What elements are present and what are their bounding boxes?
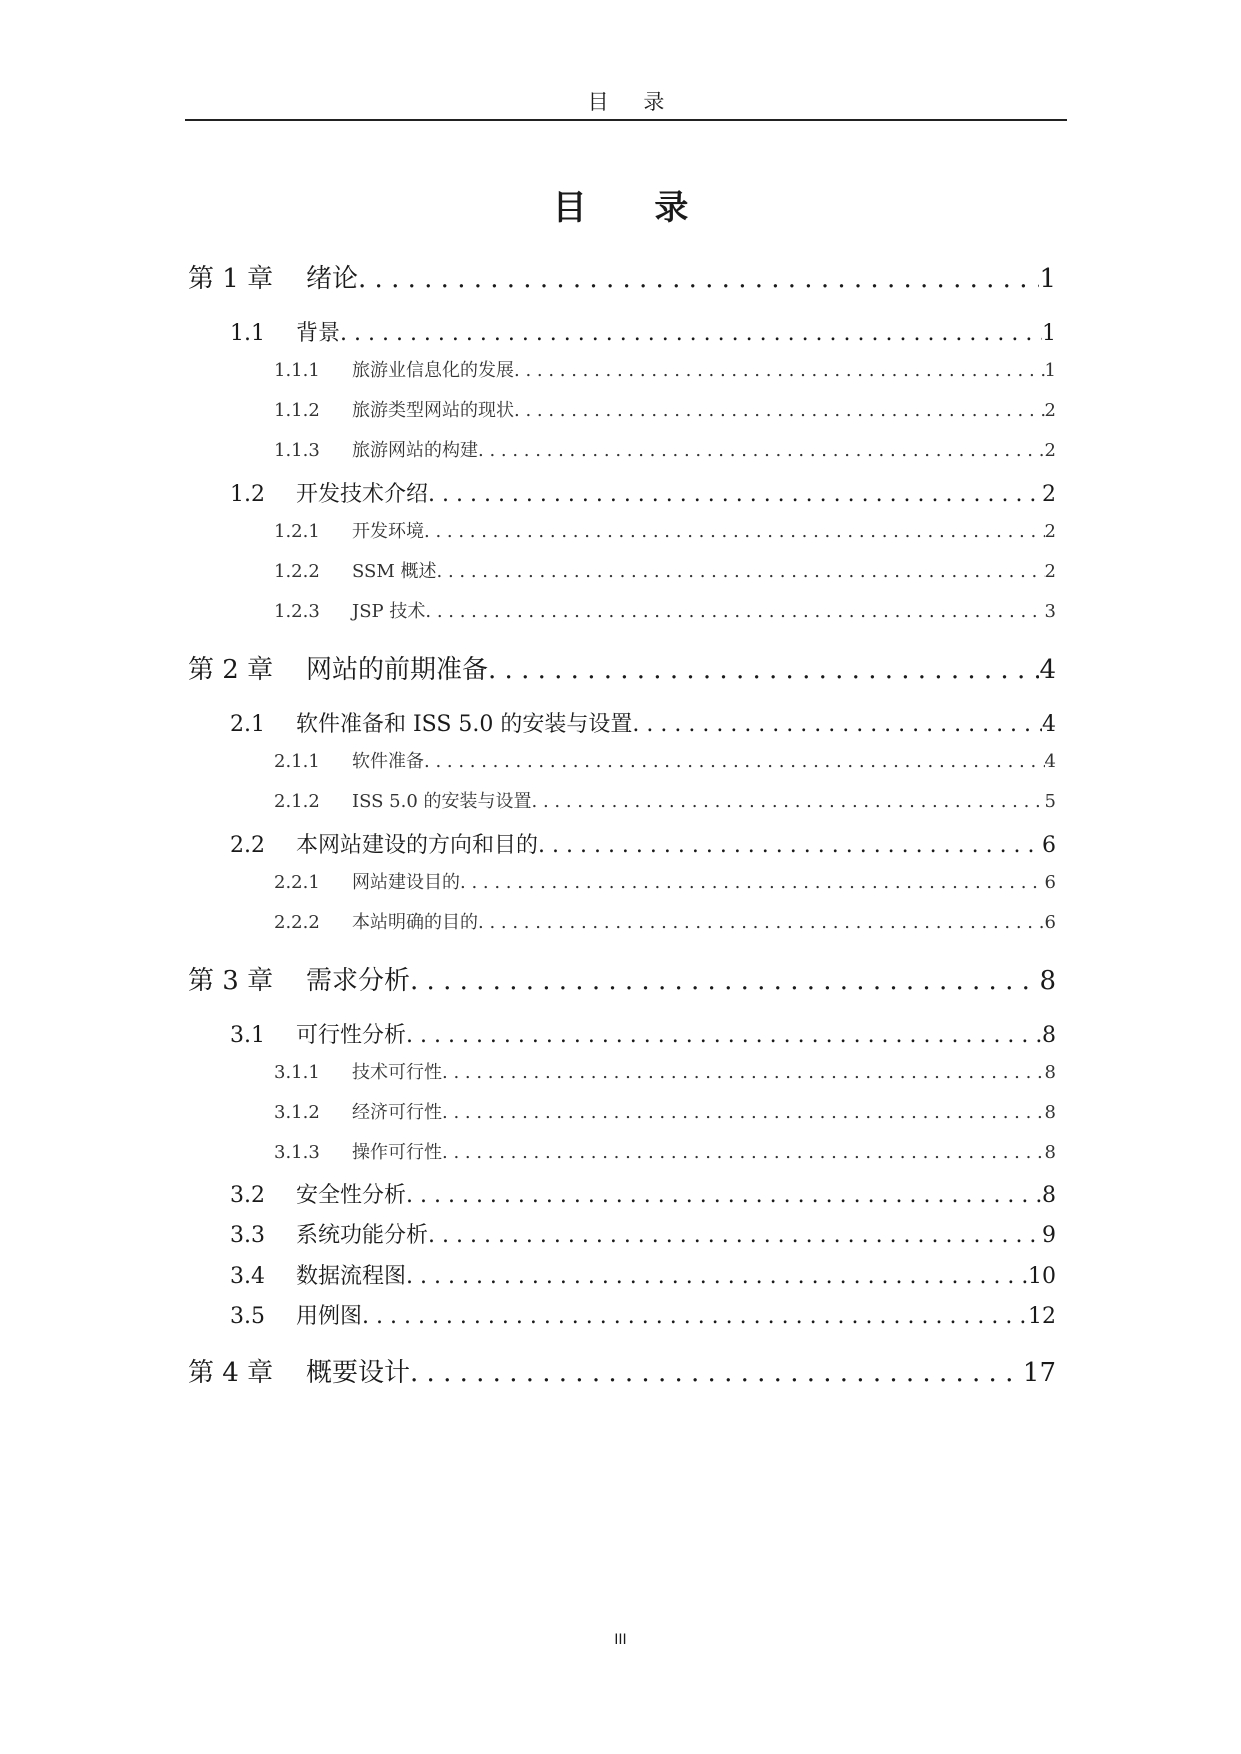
- toc-entry-page: 17: [1022, 1358, 1056, 1388]
- dot-leader: [514, 360, 1045, 381]
- toc-entry-number: 第 1 章: [188, 264, 274, 294]
- dot-leader: [514, 400, 1045, 421]
- toc-entry[interactable]: [274, 787, 1056, 813]
- dot-leader: [442, 1062, 1045, 1083]
- toc-entry[interactable]: [230, 316, 1056, 347]
- dot-leader: [406, 1023, 1042, 1048]
- toc-entry[interactable]: [274, 557, 1056, 583]
- toc-entry[interactable]: [274, 908, 1056, 934]
- toc-entry-title: 可行性分析: [296, 1023, 407, 1048]
- toc-entry-page: 4: [1042, 712, 1056, 737]
- toc-entry-page: 4: [1044, 751, 1056, 772]
- dot-leader: [425, 601, 1044, 622]
- toc-entry-number: 3.4: [230, 1264, 265, 1289]
- toc-entry-title: 数据流程图: [296, 1264, 407, 1289]
- toc-entry[interactable]: [274, 868, 1056, 894]
- toc-entry[interactable]: [274, 597, 1056, 623]
- toc-entry-page: 8: [1044, 1102, 1056, 1123]
- toc-entry-number: 3.2: [230, 1183, 265, 1208]
- toc-entry-page: 1: [1039, 264, 1056, 294]
- page-number: III: [614, 1632, 627, 1648]
- toc-entry[interactable]: [188, 1352, 1056, 1389]
- toc-entry-page: 1: [1042, 321, 1056, 346]
- dot-leader: [478, 440, 1045, 461]
- toc-entry[interactable]: [230, 707, 1056, 738]
- toc-entry[interactable]: [188, 649, 1056, 686]
- dot-leader: [410, 1358, 1023, 1388]
- header-rule: [185, 119, 1067, 121]
- toc-entry-page: 8: [1044, 1062, 1056, 1083]
- dot-leader: [442, 1102, 1045, 1123]
- toc-entry[interactable]: [230, 1259, 1056, 1290]
- toc-entry[interactable]: [230, 477, 1056, 508]
- dot-leader: [424, 521, 1045, 542]
- toc-entry[interactable]: [274, 356, 1056, 382]
- toc-entry[interactable]: [188, 960, 1056, 997]
- toc-entry[interactable]: [274, 1138, 1056, 1164]
- toc-entry[interactable]: [274, 1058, 1056, 1084]
- dot-leader: [358, 264, 1039, 294]
- toc-entry[interactable]: [230, 1018, 1056, 1049]
- toc-entry-title: 绪论: [306, 264, 359, 294]
- dot-leader: [437, 561, 1045, 582]
- toc-entry-title: 经济可行性: [352, 1102, 442, 1123]
- toc-entry-title: 需求分析: [306, 966, 411, 996]
- toc-entry-title: JSP 技术: [352, 601, 426, 622]
- toc-entry-title: 概要设计: [306, 1358, 411, 1388]
- toc-entry-page: 8: [1042, 1183, 1056, 1208]
- toc-entry-title: 技术可行性: [352, 1062, 442, 1083]
- toc-entry-title: SSM 概述: [352, 561, 437, 582]
- toc-entry[interactable]: [274, 747, 1056, 773]
- toc-entry-page: 2: [1044, 521, 1056, 542]
- toc-entry-title: 系统功能分析: [296, 1223, 429, 1248]
- dot-leader: [538, 833, 1042, 858]
- toc-entry-number: 1.2.1: [274, 521, 320, 542]
- toc-entry-title: 用例图: [296, 1304, 363, 1329]
- toc-entry-page: 6: [1044, 912, 1056, 933]
- toc-entry-number: 3.3: [230, 1223, 265, 1248]
- toc-entry-title: 软件准备和 ISS 5.0 的安装与设置: [296, 712, 633, 737]
- toc-entry-page: 8: [1039, 966, 1056, 996]
- toc-entry-title: 本网站建设的方向和目的: [296, 833, 539, 858]
- toc-entry-number: 第 3 章: [188, 966, 274, 996]
- toc-entry[interactable]: [230, 828, 1056, 859]
- toc-entry[interactable]: [274, 517, 1056, 543]
- toc-entry-number: 1.1: [230, 321, 265, 346]
- toc-entry-title: 安全性分析: [296, 1183, 407, 1208]
- dot-leader: [532, 791, 1045, 812]
- toc-entry[interactable]: [230, 1178, 1056, 1209]
- toc-entry-number: 1.1.3: [274, 440, 320, 461]
- toc-entry-page: 9: [1042, 1223, 1056, 1248]
- dot-leader: [478, 912, 1045, 933]
- toc-entry-page: 6: [1042, 833, 1056, 858]
- toc-entry-number: 1.2.3: [274, 601, 320, 622]
- toc-entry-title: 背景: [296, 321, 341, 346]
- toc-entry-title: 网站建设目的: [352, 872, 460, 893]
- toc-entry-page: 8: [1044, 1142, 1056, 1163]
- dot-leader: [406, 1264, 1028, 1289]
- toc-entry-page: 4: [1039, 655, 1056, 685]
- toc-entry-page: 6: [1044, 872, 1056, 893]
- toc-entry-page: 5: [1044, 791, 1056, 812]
- toc-entry-number: 3.1.3: [274, 1142, 320, 1163]
- toc-entry[interactable]: [274, 396, 1056, 422]
- toc-entry-title: 操作可行性: [352, 1142, 442, 1163]
- dot-leader: [488, 655, 1039, 685]
- toc-entry-number: 第 4 章: [188, 1358, 274, 1388]
- toc-entry-page: 2: [1044, 561, 1056, 582]
- toc-entry-number: 3.1.1: [274, 1062, 320, 1083]
- toc-entry-title: 开发环境: [352, 521, 424, 542]
- toc-entry-page: 8: [1042, 1023, 1056, 1048]
- toc-entry-number: 3.1: [230, 1023, 265, 1048]
- toc-entry[interactable]: [274, 1098, 1056, 1124]
- toc-entry-number: 2.2.2: [274, 912, 320, 933]
- toc-entry-number: 2.2: [230, 833, 265, 858]
- toc-entry-number: 1.2: [230, 482, 265, 507]
- toc-entry-title: 旅游网站的构建: [352, 440, 478, 461]
- toc-entry-number: 3.1.2: [274, 1102, 320, 1123]
- dot-leader: [460, 872, 1045, 893]
- toc-entry-number: 1.1.1: [274, 360, 320, 381]
- toc-entry-number: 1.1.2: [274, 400, 320, 421]
- toc-entry[interactable]: [230, 1299, 1056, 1330]
- dot-leader: [362, 1304, 1028, 1329]
- toc-entry-page: 2: [1044, 440, 1056, 461]
- toc-entry-page: 3: [1044, 601, 1056, 622]
- dot-leader: [632, 712, 1042, 737]
- toc-entry-title: 本站明确的目的: [352, 912, 478, 933]
- running-header: 目 录: [587, 90, 679, 114]
- toc-entry-number: 1.2.2: [274, 561, 320, 582]
- toc-entry-number: 2.1.2: [274, 791, 320, 812]
- toc-entry-title: 旅游业信息化的发展: [352, 360, 514, 381]
- page-title: 目 录: [552, 188, 717, 228]
- toc-entry[interactable]: [274, 436, 1056, 462]
- toc-entry-number: 3.5: [230, 1304, 265, 1329]
- dot-leader: [410, 966, 1039, 996]
- toc-entry-page: 1: [1044, 360, 1056, 381]
- dot-leader: [424, 751, 1045, 772]
- toc-entry-title: 开发技术介绍: [296, 482, 429, 507]
- toc-entry-page: 2: [1042, 482, 1056, 507]
- toc-entry[interactable]: [188, 258, 1056, 295]
- toc-entry-number: 2.1: [230, 712, 265, 737]
- toc-entry-page: 2: [1044, 400, 1056, 421]
- toc-entry-title: 旅游类型网站的现状: [352, 400, 514, 421]
- toc-entry-number: 2.1.1: [274, 751, 320, 772]
- toc-entry-number: 第 2 章: [188, 655, 274, 685]
- toc-entry[interactable]: [230, 1218, 1056, 1249]
- toc-entry-number: 2.2.1: [274, 872, 320, 893]
- dot-leader: [428, 482, 1042, 507]
- dot-leader: [442, 1142, 1045, 1163]
- dot-leader: [406, 1183, 1042, 1208]
- toc-entry-title: 网站的前期准备: [306, 655, 489, 685]
- toc-entry-page: 10: [1028, 1264, 1056, 1289]
- dot-leader: [428, 1223, 1042, 1248]
- dot-leader: [340, 321, 1042, 346]
- toc-entry-title: 软件准备: [352, 751, 424, 772]
- toc-entry-title: ISS 5.0 的安装与设置: [352, 791, 532, 812]
- toc-entry-page: 12: [1028, 1304, 1056, 1329]
